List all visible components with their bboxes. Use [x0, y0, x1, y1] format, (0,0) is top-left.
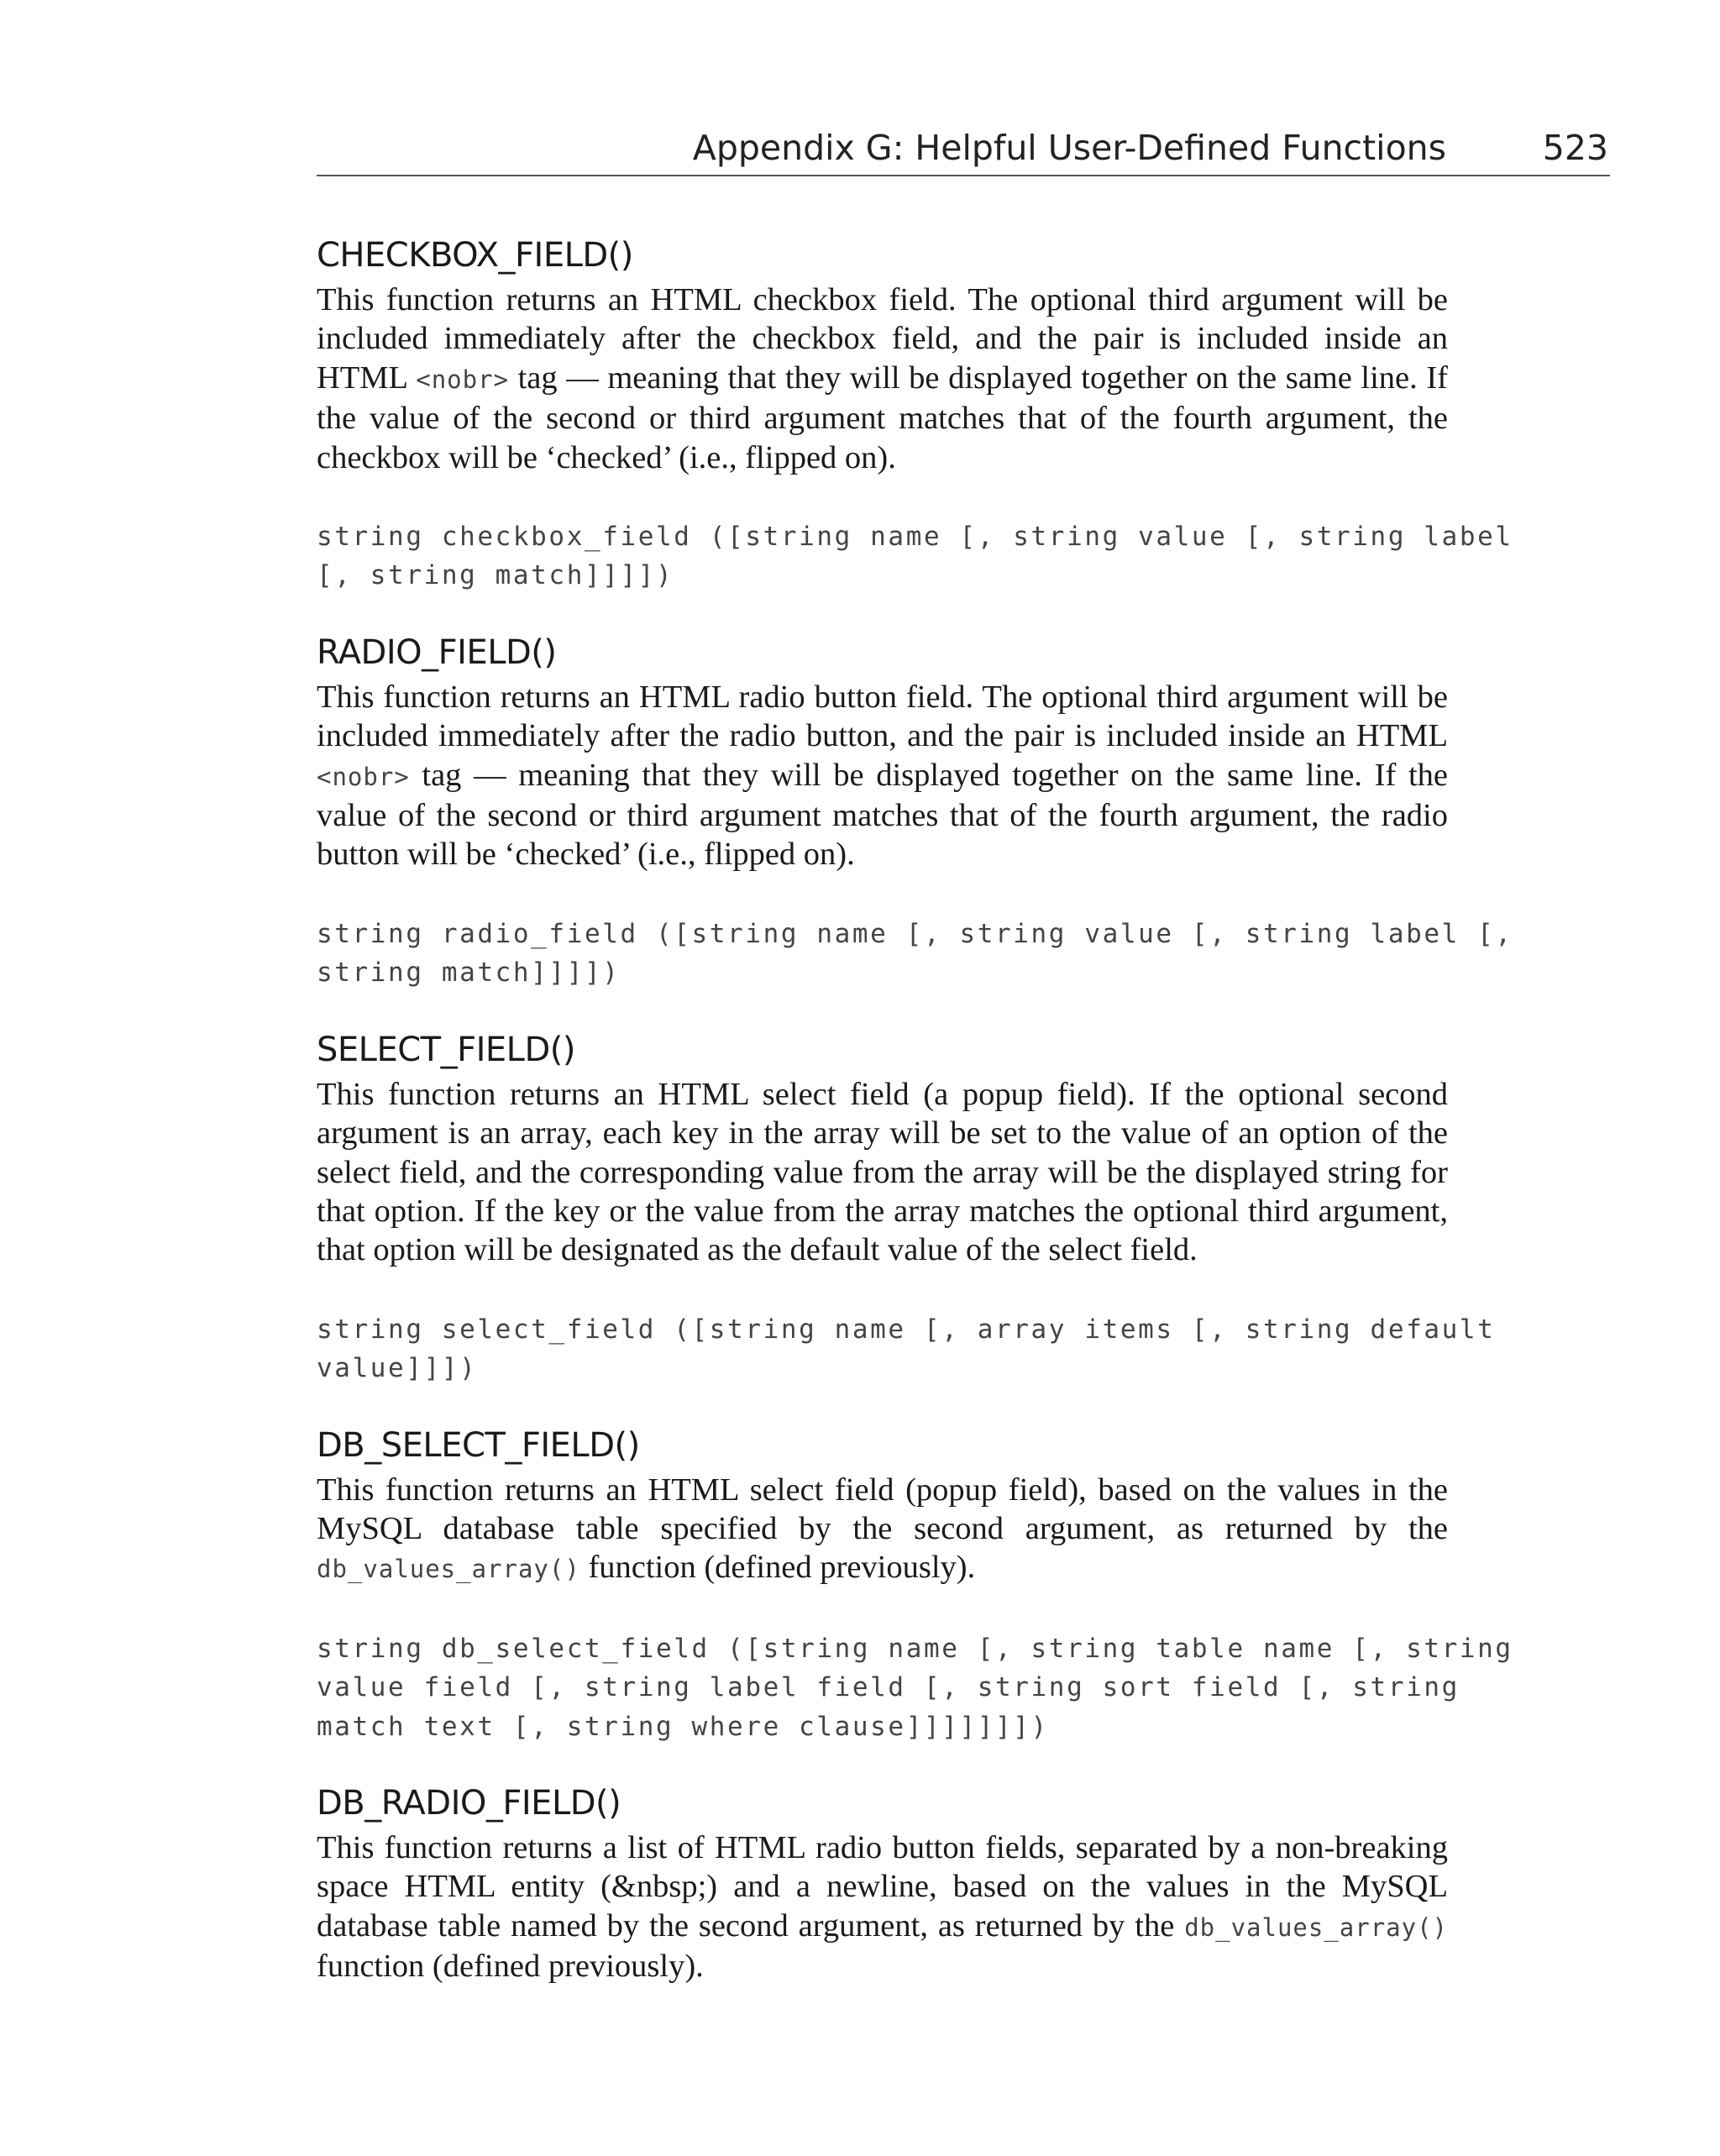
- function-signature: string db_select_field ([string name [, string table name [, string value field [, string label field [, string sort field [, string match text [, string where clause]]]]]]]): [317, 1633, 1513, 1742]
- function-section: [317, 631, 1513, 993]
- inline-code: <nobr>: [416, 365, 510, 394]
- page-number: 523: [1542, 128, 1608, 168]
- inline-code: <nobr>: [317, 762, 410, 791]
- description-text: This function returns an HTML select field (a popup field). If the optional second argument is an array, each key in the array will be set to the value of an option of the select field, and the corresponding value from the array will be the displayed string for that option. If the key or the value from the array matches the optional third argument, that option will be designated as the default value of the select field.: [317, 1076, 1448, 1268]
- inline-code: db_values_array(): [1184, 1912, 1448, 1942]
- description-text: function (defined previously).: [317, 1949, 704, 1985]
- description-text: This function returns a list of HTML radio button fields, separated by a non-breaking space HTML entity (&nbsp;) and a newline, based on the values in the MySQL database table named by the second argument, as returned by the: [317, 1829, 1448, 1944]
- description-text: This function returns an HTML radio button field. The optional third argument will be included immediately after the radio button, and the pair is included inside an HTML: [317, 679, 1448, 754]
- function-description: [317, 1828, 1448, 1986]
- function-signature: string radio_field ([string name [, string value [, string label [, string match]]]]): [317, 918, 1513, 989]
- description-text: function (defined previously).: [579, 1550, 976, 1586]
- function-description: [317, 678, 1448, 874]
- description-text: tag — meaning that they will be displayed together on the same line. If the value of the second or third argument matches that of the fourth argument, the radio button will be ‘checked’ (i.e., flipped on).: [317, 757, 1448, 873]
- description-text: This function returns an HTML checkbox field. The optional third argument will be included immediately after the checkbox field, and the pair is included inside an HTML: [317, 282, 1448, 396]
- function-section: [317, 1781, 1448, 1986]
- running-header: [317, 109, 1610, 176]
- function-description: [317, 281, 1448, 477]
- function-heading: CHECKBOX_FIELD(): [317, 236, 633, 275]
- inline-code: db_values_array(): [317, 1555, 580, 1584]
- description-text: This function returns an HTML select field (popup field), based on the values in the MySQL database table specified by the second argument, as returned by the: [317, 1471, 1448, 1546]
- function-heading: RADIO_FIELD(): [317, 632, 557, 672]
- chapter-title: Appendix G: Helpful User-Defined Functions: [692, 128, 1446, 168]
- function-description: [317, 1471, 1448, 1589]
- page-content: [317, 176, 1513, 1986]
- function-heading: SELECT_FIELD(): [317, 1030, 575, 1069]
- function-section: [317, 1028, 1496, 1388]
- function-heading: DB_SELECT_FIELD(): [317, 1425, 640, 1465]
- function-heading: DB_RADIO_FIELD(): [317, 1783, 621, 1823]
- function-signature: string select_field ([string name [, array items [, string default value]]]): [317, 1314, 1496, 1384]
- function-description: [317, 1075, 1448, 1270]
- function-signature: string checkbox_field ([string name [, string value [, string label [, string match]]]]): [317, 522, 1513, 591]
- function-section: [317, 1424, 1513, 1746]
- book-page: [317, 109, 1610, 1986]
- description-text: tag — meaning that they will be displayed together on the same line. If the value of the second or third argument matches that of the fourth argument, the checkbox will be ‘checked’ (i.e., flipped on).: [317, 359, 1448, 475]
- function-section: [317, 233, 1513, 595]
